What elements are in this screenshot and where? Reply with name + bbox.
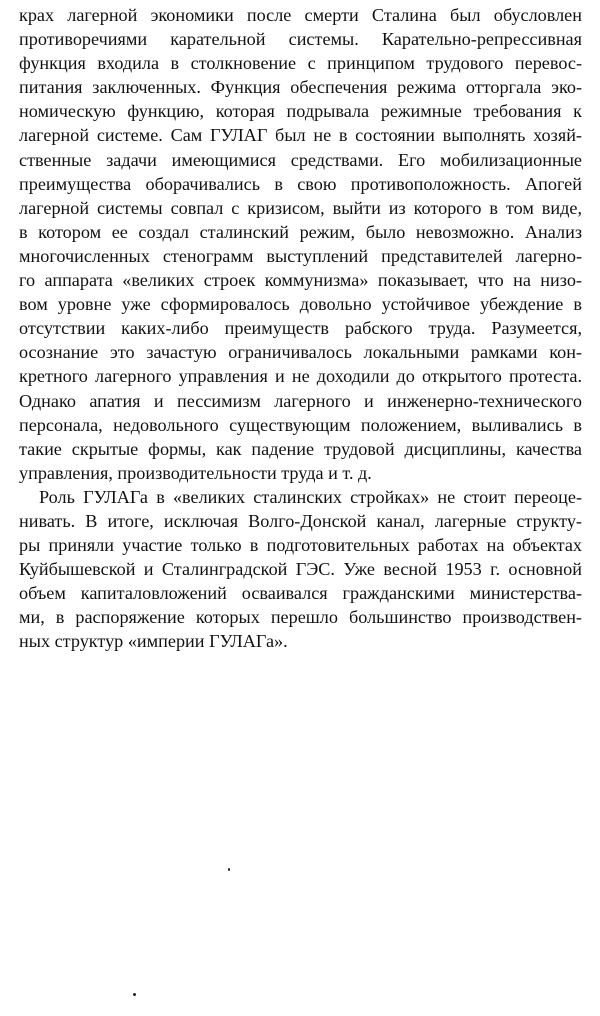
scan-speck <box>133 993 136 996</box>
text-line: кретного лагерного управления и не доходили до открытого протеста. <box>19 366 582 387</box>
text-line: осознание это зачастую ограничивалось локальными рамками кон- <box>19 342 582 363</box>
text-line: в котором ее создал сталинский режим, было невозможно. Анализ <box>19 221 582 242</box>
text-line: номическую функцию, которая подрывала режимные требования к <box>19 101 582 122</box>
text-line: объем капиталовложений осваивался гражданскими министерства- <box>19 583 582 604</box>
text-line: лагерной системе. Сам ГУЛАГ был не в состоянии выполнять хозяй- <box>19 125 582 146</box>
text-line: вом уровне уже сформировалось довольно устойчивое убеждение в <box>19 294 582 315</box>
text-line: преимущества оборачивались в свою противоположность. Апогей <box>19 173 582 194</box>
text-line: такие скрытые формы, как падение трудовой дисциплины, качества <box>19 438 582 459</box>
text-line: нивать. В итоге, исключая Волго-Донской канал, лагерные структу- <box>19 510 582 531</box>
paragraph-2 <box>19 485 582 654</box>
text-line: питания заключенных. Функция обеспечения режима отторгала эко- <box>19 77 582 98</box>
text-line: лагерной системы совпал с кризисом, выйти из которого в том виде, <box>19 197 582 218</box>
paragraph-1 <box>19 3 582 485</box>
text-line: ры приняли участие только в подготовительных работах на объектах <box>19 535 582 556</box>
text-line: крах лагерной экономики после смерти Сталина был обусловлен <box>19 5 582 25</box>
text-line: Куйбышевской и Сталинградской ГЭС. Уже весной 1953 г. основной <box>19 559 582 580</box>
text-line: противоречиями карательной системы. Карательно-репрессивная <box>19 29 582 50</box>
text-line: многочисленных стенограмм выступлений представителей лагерно- <box>19 245 582 266</box>
scan-speck <box>228 868 230 871</box>
text-line: функция входила в столкновение с принципом трудового перевос- <box>19 53 582 74</box>
body-text <box>19 3 582 654</box>
text-line: ми, в распоряжение которых перешло большинство производствен- <box>19 607 582 628</box>
text-line: го аппарата «великих строек коммунизма» показывает, что на низо- <box>19 270 582 291</box>
text-line: отсутствии каких-либо преимуществ рабского труда. Разумеется, <box>19 318 582 339</box>
text-line: управления, производительности труда и т. д. <box>19 462 372 483</box>
text-line: Роль ГУЛАГа в «великих сталинских стройках» не стоит переоце- <box>39 486 582 507</box>
text-line: ных структур «империи ГУЛАГа». <box>19 631 288 652</box>
text-line: персонала, недовольного существующим положением, выливались в <box>19 414 582 435</box>
text-line: ственные задачи имеющимися средствами. Его мобилизационные <box>19 149 582 170</box>
text-line: Однако апатия и пессимизм лагерного и инженерно-технического <box>19 390 582 411</box>
